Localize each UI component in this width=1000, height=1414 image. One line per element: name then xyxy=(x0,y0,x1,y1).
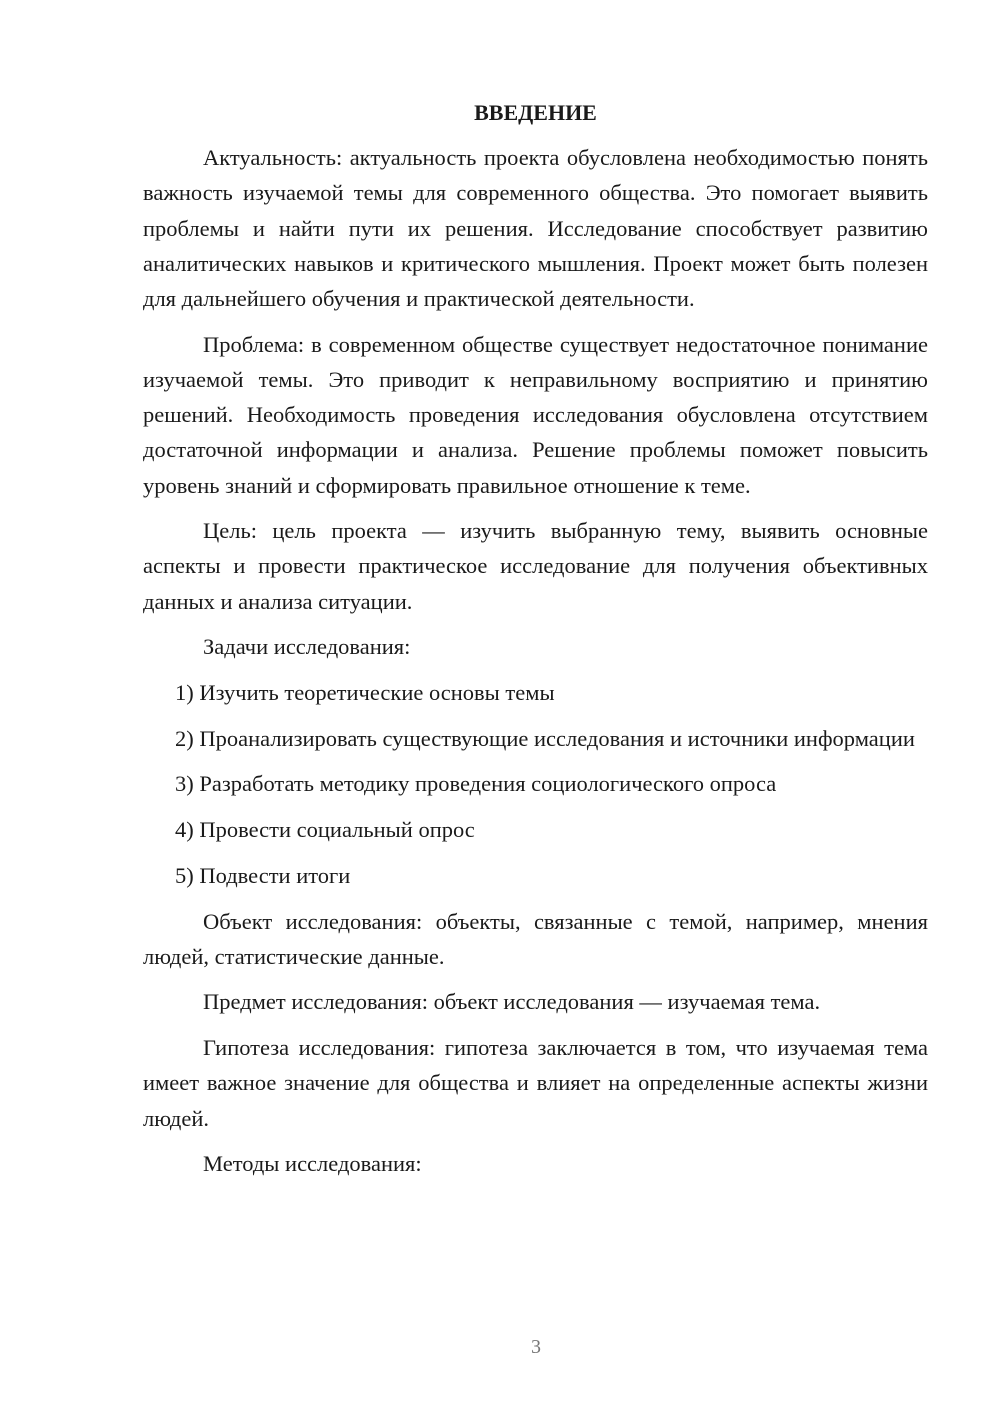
object-paragraph: Объект исследования: объекты, связанные с темой, например, мнения людей, статистические данные. xyxy=(143,908,928,969)
subject-paragraph: Предмет исследования: объект исследования — изучаемая тема. xyxy=(203,989,821,1015)
page-content xyxy=(143,95,928,1192)
task-item: 3) Разработать методику проведения социологического опроса xyxy=(175,771,777,797)
task-item: 4) Провести социальный опрос xyxy=(175,817,475,843)
tasks-title: Задачи исследования: xyxy=(203,634,411,660)
task-item: 5) Подвести итоги xyxy=(175,862,351,888)
hypothesis-paragraph: Гипотеза исследования: гипотеза заключается в том, что изучаемая тема имеет важное значение для общества и влияет на определенные аспекты жизни людей. xyxy=(143,1035,928,1131)
task-item: 2) Проанализировать существующие исследования и источники информации xyxy=(175,725,915,751)
methods-title: Методы исследования: xyxy=(203,1151,422,1177)
relevance-paragraph: Актуальность: актуальность проекта обусловлена необходимостью понять важность изучаемой темы для современного общества. Это помогает выявить проблемы и найти пути их решения. Исследование способствует развитию аналитических навыков и критического мышления. Проект может быть полезен для дальнейшего обучения и практической деятельности. xyxy=(143,145,928,312)
page-number: 3 xyxy=(531,1336,541,1358)
task-item: 1) Изучить теоретические основы темы xyxy=(175,680,555,706)
goal-paragraph: Цель: цель проекта — изучить выбранную тему, выявить основные аспекты и провести практическое исследование для получения объективных данных и анализа ситуации. xyxy=(143,518,928,614)
section-heading: ВВЕДЕНИЕ xyxy=(474,100,597,125)
problem-paragraph: Проблема: в современном обществе существует недостаточное понимание изучаемой темы. Это приводит к неправильному восприятию и принятию решений. Необходимость проведения исследования обусловлена отсутствием достаточной информации и анализа. Решение проблемы поможет повысить уровень знаний и сформировать правильное отношение к теме. xyxy=(143,331,928,498)
